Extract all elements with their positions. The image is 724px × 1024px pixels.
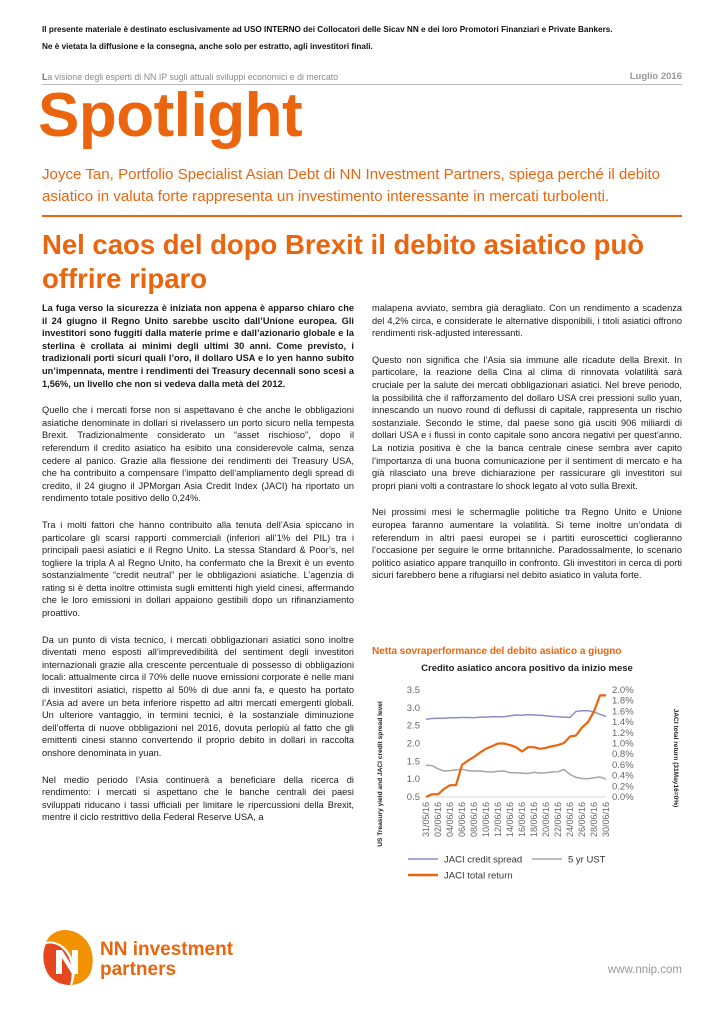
article-headline: Nel caos del dopo Brexit il debito asiatico può offrire riparo xyxy=(42,229,645,294)
y2-axis-title: JACI total return (31May16=0%) xyxy=(672,708,679,808)
y-tick-label: 2.5 xyxy=(406,720,420,732)
intro-divider xyxy=(42,215,682,217)
paragraph: Nei prossimi mesi le schermaglie politiche tra Regno Unito e Unione europea faranno aumentare la volatilità. Si teme inoltre un’ondata di referendum in altri paesi europei se i partiti euroscettici coglieranno l’occasione per seguire le orme britanniche. Paradossalmente, lo scenario politico asiatico appare tranquillo in confronto. Gli investitori in cerca di porti sicuri farebbero bene a rifugiarsi nel debito asiatico in valuta forte. xyxy=(372,507,682,581)
y-tick-label: 1.0 xyxy=(406,774,420,786)
y2-tick-label: 0.6% xyxy=(612,759,634,771)
article-column-left xyxy=(42,302,354,838)
y2-tick-label: 1.2% xyxy=(612,727,634,739)
chart-title: Credito asiatico ancora positivo da inizio mese xyxy=(421,663,633,674)
issue-date: Luglio 2016 xyxy=(629,71,682,82)
paragraph: Nel medio periodo l’Asia continuerà a beneficiare della ricerca di rendimento: i mercati si aspettano che le banche centrali dei paesi sviluppati riducano i tassi ufficiali per limitare le ripercussioni della Brexit, mentre il ciclo restrittivo della Federal Reserve USA, a xyxy=(42,774,354,823)
intro-text: Joyce Tan, Portfolio Specialist Asian Debt di NN Investment Partners, spiega perché il debito asiatico in valuta forte rappresenta un investimento interessante in mercati turbolenti. xyxy=(42,166,661,205)
y2-tick-label: 1.4% xyxy=(612,717,634,729)
x-tick-label: 10/06/16 xyxy=(481,802,491,838)
y2-tick-label: 0.8% xyxy=(612,749,634,761)
paragraph: Questo non significa che l’Asia sia immune alle ricadute della Brexit. In particolare, la reazione della Cina al clima di rinnovata volatilità sarà cruciale per la salute dei mercati obbligazionari asiatici. Nel breve periodo, la possibilità che il rafforzamento del dollaro USA crei pressioni sullo yuan, innescando un nuovo round di deflussi di capitale, rappresenta un rischio sostanziale. Secondo le stime, dal paese sono già usciti 906 miliardi di dollari USA e i flussi in conto capitale sono ancora negativi per quest’anno. La notizia positiva è che la banca centrale cinese sembra aver capito l’importanza di una buona comunicazione per il sentiment di mercato e ha già rilasciato una breve dichiarazione per rassicurare gli investitori sui propri piani volti a contrastare lo shock legato al voto sulla Brexit. xyxy=(372,354,682,491)
article-column-right xyxy=(372,302,682,596)
y-tick-label: 2.0 xyxy=(406,738,420,750)
y2-tick-label: 1.8% xyxy=(612,695,634,707)
y2-tick-label: 0.2% xyxy=(612,781,634,793)
disclaimer-line-2: Ne è vietata la diffusione e la consegna, anche solo per estratto, agli investitori finali. xyxy=(42,42,373,51)
tagline-text: a visione degli esperti di NN IP sugli attuali sviluppi economici e di mercato xyxy=(47,72,339,82)
x-tick-label: 08/06/16 xyxy=(469,802,479,838)
brand-title: Spotlight xyxy=(38,81,303,150)
logo-wordmark-line-2: partners xyxy=(100,959,177,980)
paragraph: Tra i molti fattori che hanno contribuito alla tenuta dell’Asia spiccano in particolare gli scarsi rapporti commerciali (inferiori all’1% del PIL) tra i principali paesi asiatici e il Regno Unito. La stessa Standard & Poor’s, nel togliere la tripla A al Regno Unito, ha confermato che la Brexit è un evento sostanzialmente “credit neutral” per le obbligazioni asiatiche. L’agenzia di rating si è detta inoltre ottimista sugli emittenti high yield cinesi, affermando che le loro emissioni in dollari appaiono gestibili dopo un rifinanziamento proattivo. xyxy=(42,519,354,619)
y-axis-title: US Treasury yield and JACI credit spread level xyxy=(377,701,384,847)
y-tick-label: 1.5 xyxy=(406,756,420,768)
chart-section-title: Netta sovraperformance del debito asiatico a giugno xyxy=(372,646,622,657)
x-tick-label: 14/06/16 xyxy=(505,802,515,838)
paragraph: malapena avviato, sembra già deragliato. Con un rendimento a scadenza del 4,2% circa, e considerate le alternative disponibili, i titoli asiatici offrono rendimenti risk-adjusted interessanti. xyxy=(372,303,682,339)
x-tick-label: 26/06/16 xyxy=(577,802,587,838)
logo-wordmark-line-1: NN investment xyxy=(100,939,234,960)
lead-paragraph: La fuga verso la sicurezza è iniziata non appena è apparso chiaro che il 24 giugno il Regno Unito sarebbe uscito dall’Unione europea. Gli investitori sono fuggiti dalla materie prime e dall’azionario globale e la sterlina è crollata ai minimi degli ultimi 30 anni. Come previsto, i tradizionali porti sicuri quali l’oro, il dollaro USA e lo yen hanno subito un’impennata, mentre i rendimenti dei Treasury decennali sono scesi a 1,56%, un livello che non si vedeva dalla metà del 2012. xyxy=(42,303,354,389)
series-line-jaci-credit-spread xyxy=(426,711,606,720)
y-tick-label: 0.5 xyxy=(406,792,420,803)
paragraph: Quello che i mercati forse non si aspettavano è che anche le obbligazioni asiatiche denominate in dollari si rivelassero un porto sicuro nella tempesta Brexit. Tradizionalmente considerato un “asset rischioso”, dopo il referendum il credito asiatico ha esibito una considerevole calma, senza cedere al panico. Grazie alla flessione dei rendimenti dei Treasury USA, che ha contribuito a compensare l’impatto dell’ampliamento degli spread di credito, il 24 giugno il JPMorgan Asia Credit Index (JACI) ha riportato un rendimento totale positivo dello 0,24%. xyxy=(42,405,354,504)
x-tick-label: 24/06/16 xyxy=(565,802,575,838)
x-tick-label: 12/06/16 xyxy=(493,802,503,838)
y2-tick-label: 2.0% xyxy=(612,685,634,696)
website-link[interactable]: www.nnip.com xyxy=(607,964,682,976)
legend-label: 5 yr UST xyxy=(568,854,606,866)
y2-tick-label: 1.6% xyxy=(612,706,634,718)
x-tick-label: 20/06/16 xyxy=(541,802,551,838)
nn-logo-icon xyxy=(42,928,96,986)
x-tick-label: 22/06/16 xyxy=(553,802,563,838)
x-tick-label: 18/06/16 xyxy=(529,802,539,838)
x-tick-label: 06/06/16 xyxy=(457,802,467,838)
y-tick-label: 3.0 xyxy=(406,702,420,714)
y2-tick-label: 0.0% xyxy=(612,792,634,803)
x-tick-label: 02/06/16 xyxy=(433,802,443,838)
x-tick-label: 31/05/16 xyxy=(421,802,431,838)
x-tick-label: 28/06/16 xyxy=(589,802,599,838)
tagline-initial: L xyxy=(42,72,48,82)
legend-label: JACI total return xyxy=(444,870,513,882)
logo-wordmark xyxy=(100,940,233,980)
x-tick-label: 16/06/16 xyxy=(517,802,527,838)
x-tick-label: 04/06/16 xyxy=(445,802,455,838)
y-tick-label: 3.5 xyxy=(406,685,420,696)
series-line-5-yr-ust xyxy=(426,765,606,779)
y2-tick-label: 0.4% xyxy=(612,770,634,782)
legend-label: JACI credit spread xyxy=(444,854,523,866)
line-chart xyxy=(372,676,682,886)
x-tick-label: 30/06/16 xyxy=(601,802,611,838)
y2-tick-label: 1.0% xyxy=(612,738,634,750)
paragraph: Da un punto di vista tecnico, i mercati obbligazionari asiatici sono inoltre diventati meno esposti all’imprevedibilità del sentiment degli investitori internazionali grazie alla crescente percentuale di possesso di obbligazioni locali: attualmente circa il 70% delle nuove emissioni corporate è nelle mani di investitori asiatici, rispetto al 50% di due anni fa, e questo ha portato l’Asia ad avere un beta inferiore rispetto ad altri mercati emergenti globali. Un ulteriore vantaggio, in termini tecnici, è la sostanziale diminuzione dell’offerta di nuove obbligazioni nel 2016, dovuta perlopiù al fatto che gli emittenti cinesi stanno convertendo il proprio debito in dollari in raccolta onshore denominata in yuan. xyxy=(42,634,354,758)
disclaimer-line-1: Il presente materiale è destinato esclusivamente ad USO INTERNO dei Collocatori delle Sicav NN e dei loro Promotori Finanziari e Private Bankers. xyxy=(42,25,613,34)
